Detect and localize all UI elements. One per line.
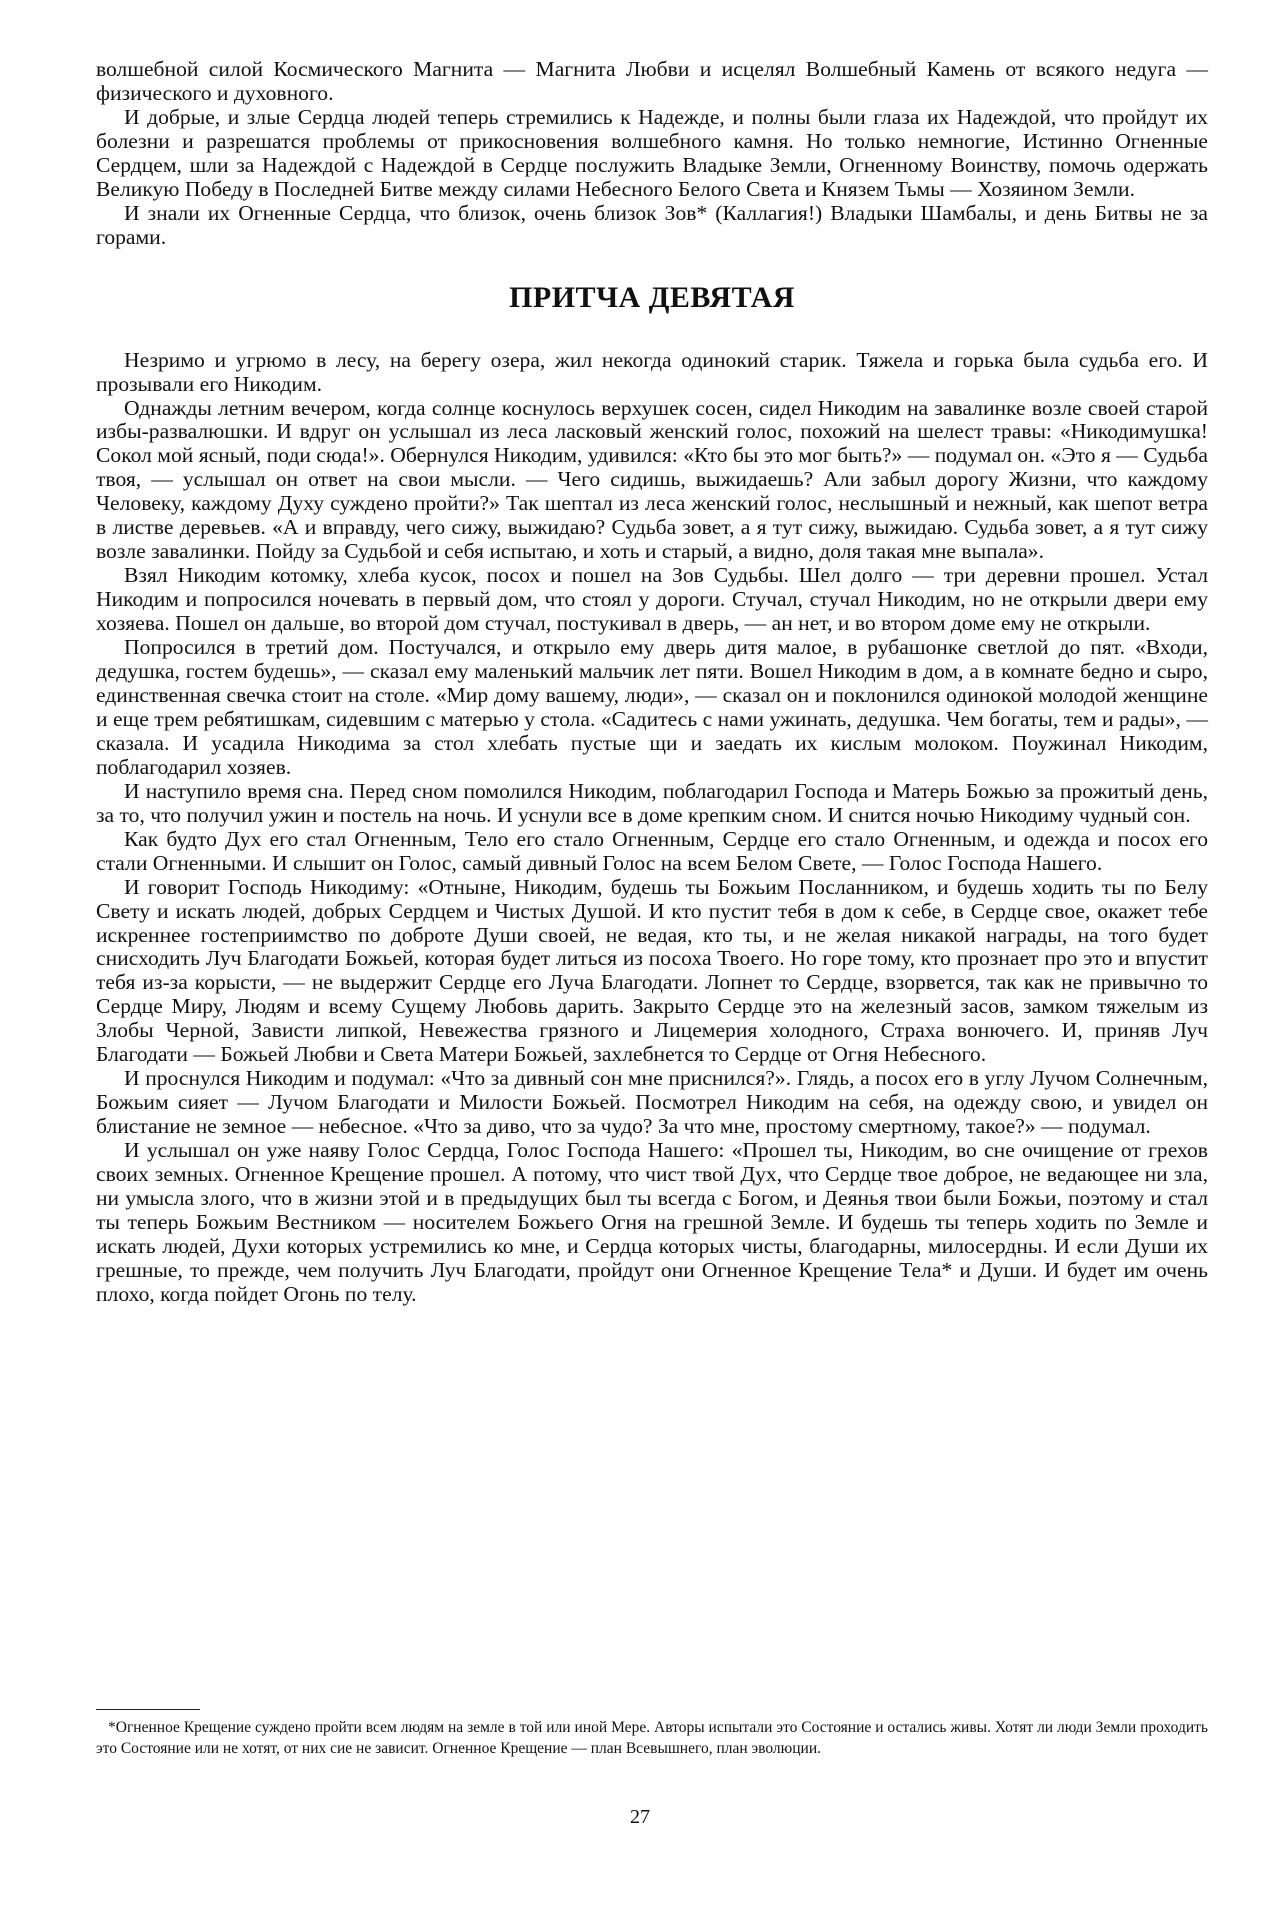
- parable-paragraph-8: И проснулся Никодим и подумал: «Что за дивный сон мне приснился?». Глядь, а посох его в углу Лучом Солнечным, Божьим сияет — Лучом Благодати и Милости Божьей. Посмотрел Никодим на себя, на одежду свою, и увидел он блистание не земное — небесное. «Что за диво, что за чудо? За что мне, простому смертному, такое?» — подумал.: [96, 1066, 1208, 1139]
- text-column: [96, 58, 1208, 1307]
- intro-paragraph-2: И добрые, и злые Сердца людей теперь стремились к Надежде, и полны были глаза их Надеждой, что пройдут их болезни и разрешатся проблемы от прикосновения волшебного камня. Но только немногие, Истинно Огненные Сердцем, шли за Надеждой с Надеждой в Сердце послужить Владыке Земли, Огненному Воинству, помочь одержать Великую Победу в Последней Битве между силами Небесного Белого Света и Князем Тьмы — Хозяином Земли.: [96, 104, 1208, 201]
- parable-paragraph-3: Взял Никодим котомку, хлеба кусок, посох и пошел на Зов Судьбы. Шел долго — три деревни прошел. Устал Никодим и попросился ночевать в первый дом, что стоял у дороги. Стучал, стучал Никодим, но не открыли двери ему хозяева. Пошел он дальше, во второй дом стучал, постукивал в дверь, — ан нет, и во втором доме ему не открыли.: [96, 563, 1208, 636]
- footnote-divider: [96, 1709, 200, 1710]
- parable-paragraph-2: Однажды летним вечером, когда солнце коснулось верхушек сосен, сидел Никодим на завалинке возле своей старой избы-развалюшки. И вдруг он услышал из леса ласковый женский голос, похожий на шелест травы: «Никодимушка! Сокол мой ясный, поди сюда!». Обернулся Никодим, удивился: «Кто бы это мог быть?» — подумал он. «Это я — Судьба твоя, — услышал он ответ на свои мысли. — Чего сидишь, выжидаешь? Али забыл дорогу Жизни, что каждому Человеку, каждому Духу суждено пройти?» Так шептал из леса женский голос, неслышный и нежный, как шепот ветра в листве деревьев. «А и вправду, чего сижу, выжидаю? Судьба зовет, а я тут сижу, выжидаю. Судьба зовет, а я тут сижу возле завалинки. Пойду за Судьбой и себя испытаю, и хоть и старый, а видно, доля такая мне выпала».: [96, 395, 1208, 564]
- footnote: *Огненное Крещение суждено пройти всем людям на земле в той или иной Мере. Авторы испытали это Состояние и остались живы. Хотят ли люди Земли проходить это Состояние или не хотят, от них сие не зависит. Огненное Крещение — план Всевышнего, план эволюции.: [96, 1719, 1208, 1757]
- page-number: 27: [630, 1806, 650, 1828]
- parable-paragraph-9: И услышал он уже наяву Голос Сердца, Голос Господа Нашего: «Прошел ты, Никодим, во сне очищение от грехов своих земных. Огненное Крещение прошел. А потому, что чист твой Дух, что Сердце твое доброе, не ведающее ни зла, ни умысла злого, что в жизни этой и в предыдущих был ты всегда с Богом, и Деянья твои были Божьи, поэтому и стал ты теперь Божьим Вестником — носителем Божьего Огня на грешной Земле. И будешь ты теперь ходить по Земле и искать людей, Духи которых устремились ко мне, и Сердца которых чисты, благодарны, милосердны. И если Души их грешные, то прежде, чем получить Луч Благодати, пройдут они Огненное Крещение Тела* и Души. И будет им очень плохо, когда пойдет Огонь по телу.: [96, 1138, 1208, 1306]
- parable-paragraph-6: Как будто Дух его стал Огненным, Тело его стало Огненным, Сердце его стало Огненным, и одежда и посох его стали Огненными. И слышит он Голос, самый дивный Голос на всем Белом Свете, — Голос Господа Нашего.: [96, 826, 1208, 875]
- intro-paragraph-1: волшебной силой Космического Магнита — Магнита Любви и исцелял Волшебный Камень от всякого недуга — физического и духовного.: [96, 57, 1208, 105]
- parable-paragraph-4: Попросился в третий дом. Постучался, и открыло ему дверь дитя малое, в рубашонке светлой до пят. «Входи, дедушка, гостем будешь», — сказал ему маленький мальчик лет пяти. Вошел Никодим в дом, а в комнате бедно и сыро, единственная свечка стоит на столе. «Мир дому вашему, люди», — сказал он и поклонился одинокой молодой женщине и еще трем ребятишкам, сидевшим с матерью у стола. «Садитесь с нами ужинать, дедушка. Чем богаты, тем и рады», — сказала. И усадила Никодима за стол хлебать пустые щи и заедать их кислым молоком. Поужинал Никодим, поблагодарил хозяев.: [96, 635, 1208, 779]
- parable-title: ПРИТЧА ДЕВЯТАЯ: [509, 280, 795, 314]
- parable-paragraph-1: Незримо и угрюмо в лесу, на берегу озера, жил некогда одинокий старик. Тяжела и горька была судьба его. И прозывали его Никодим.: [96, 347, 1208, 396]
- parable-paragraph-5: И наступило время сна. Перед сном помолился Никодим, поблагодарил Господа и Матерь Божью за прожитый день, за то, что получил ужин и постель на ночь. И уснули все в доме крепким сном. И снится ночью Никодиму чудный сон.: [96, 778, 1208, 827]
- parable-paragraph-7: И говорит Господь Никодиму: «Отныне, Никодим, будешь ты Божьим Посланником, и будешь ходить ты по Белу Свету и искать людей, добрых Сердцем и Чистых Душой. И кто пустит тебя в дом к себе, в Сердце свое, окажет тебе искреннее гостеприимство по доброте Души своей, не ведая, кто ты, и не желая никакой награды, на того будет снисходить Луч Благодати Божьей, которая будет литься из посоха Твоего. Но горе тому, кто прознает про это и впустит тебя из-за корысти, — не выдержит Сердце его Луча Благодати. Лопнет то Сердце, взорвется, так как не привычно то Сердце Миру, Людям и всему Сущему Любовь дарить. Закрыто Сердце это на железный засов, замком тяжелым из Злобы Черной, Зависти липкой, Невежества грязного и Лицемерия холодного, Страха вонючего. И, приняв Луч Благодати — Божьей Любви и Света Матери Божьей, захлебнется то Сердце от Огня Небесного.: [96, 874, 1208, 1067]
- intro-paragraph-3: И знали их Огненные Сердца, что близок, очень близок Зов* (Каллагия!) Владыки Шамбалы, и день Битвы не за горами.: [96, 200, 1208, 249]
